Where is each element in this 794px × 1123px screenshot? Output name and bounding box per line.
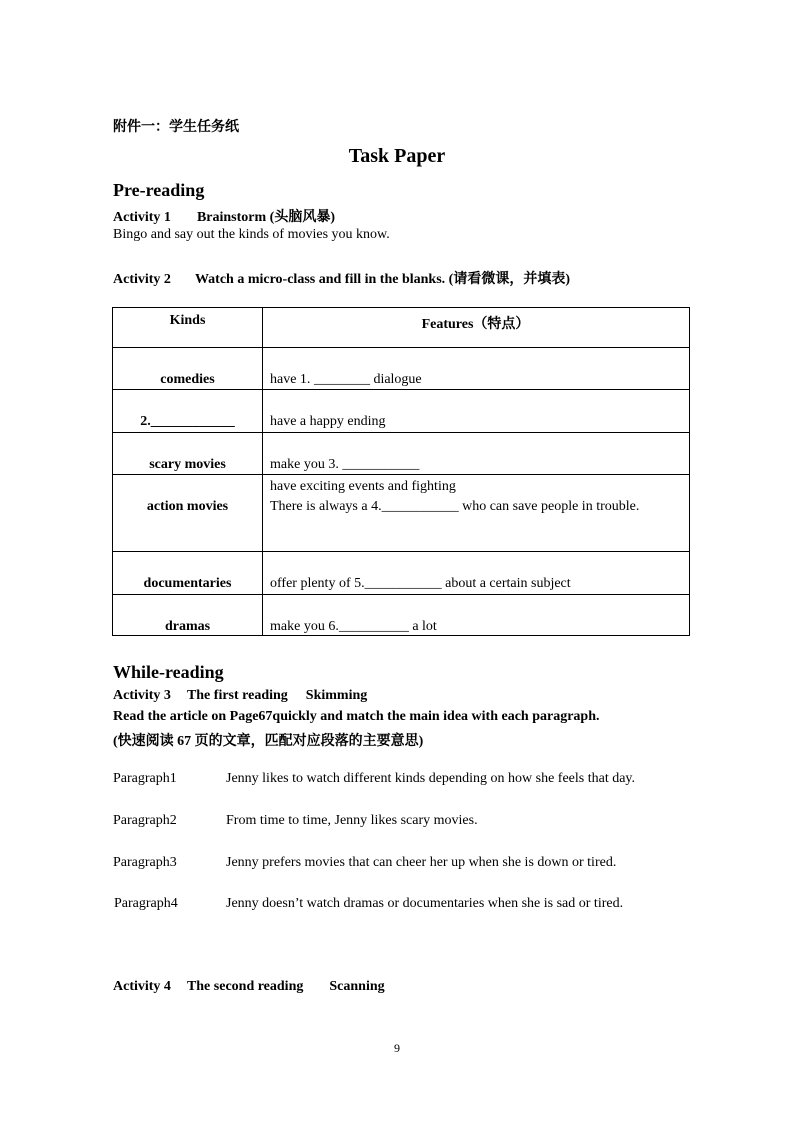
activity1-line: [113, 206, 335, 226]
table-cell-kind: 2.____________: [140, 414, 235, 429]
activity3-instruction-en: Read the article on Page67quickly and match the main idea with each paragraph.: [113, 709, 600, 724]
activity3-instruction-cn: (快速阅读 67 页的文章，匹配对应段落的主要意思): [113, 734, 424, 749]
table-row-divider: [113, 389, 689, 390]
table-header-kinds: Kinds: [169, 313, 206, 328]
fill-blank-6: __________: [338, 619, 409, 634]
table-header-features: Features（特点）: [421, 317, 530, 332]
table-cell-feature: [270, 619, 437, 635]
activity2-label: Activity 2: [113, 272, 171, 287]
paragraph-main-idea: Jenny prefers movies that can cheer her up when she is down or tired.: [226, 855, 617, 870]
fill-blank-3: ___________: [342, 457, 420, 472]
table-cell-feature: [270, 499, 639, 515]
paragraph-main-idea: From time to time, Jenny likes scary movies.: [226, 813, 478, 828]
table-cell-feature-line1: have exciting events and fighting: [270, 479, 456, 494]
feature-text: There is always a 4.: [270, 499, 382, 514]
activity2-line: [113, 268, 570, 288]
while-reading-heading: While-reading: [113, 662, 224, 682]
activity4-line: [113, 979, 385, 995]
paragraph-main-idea: Jenny likes to watch different kinds depending on how she feels that day.: [226, 771, 636, 786]
table-cell-kind: documentaries: [143, 576, 232, 591]
activity4-label: Activity 4: [113, 979, 171, 994]
fill-blank-5: ___________: [364, 576, 442, 591]
feature-text: about a certain subject: [441, 576, 571, 591]
activity3-label: Activity 3: [113, 688, 171, 703]
movie-kinds-table: [112, 307, 690, 636]
activity1-instruction: Bingo and say out the kinds of movies you know.: [113, 227, 390, 242]
paragraph-main-idea: Jenny doesn’t watch dramas or documentaries when she is sad or tired.: [226, 896, 624, 911]
activity3-method: Skimming: [305, 688, 368, 703]
table-row-divider: [113, 551, 689, 552]
paragraph-label: Paragraph4: [114, 896, 178, 911]
table-cell-kind: scary movies: [149, 457, 226, 472]
table-row-divider: [113, 474, 689, 475]
fill-blank-1: ________: [313, 372, 370, 387]
table-column-divider: [262, 308, 263, 635]
feature-text: offer plenty of 5.: [270, 576, 365, 591]
feature-text: make you 6.: [270, 619, 339, 634]
feature-text: have a happy ending: [270, 414, 386, 429]
table-cell-feature: [270, 372, 422, 388]
feature-text: dialogue: [369, 372, 422, 387]
table-row-divider: [113, 594, 689, 595]
page-number: 9: [394, 1041, 400, 1055]
activity3-line: [113, 688, 367, 704]
table-cell-feature: [270, 576, 571, 592]
fill-blank-4: ___________: [381, 499, 459, 514]
table-row-divider: [113, 347, 689, 348]
table-cell-feature: [270, 414, 385, 430]
feature-text: who can save people in trouble.: [458, 499, 640, 514]
feature-text: a lot: [408, 619, 437, 634]
activity4-name: The second reading: [186, 979, 304, 994]
table-cell-kind: comedies: [160, 372, 215, 387]
pre-reading-heading: Pre-reading: [113, 180, 205, 200]
table-cell-feature: [270, 457, 419, 473]
paragraph-label: Paragraph3: [113, 855, 177, 870]
paragraph-label: Paragraph1: [113, 771, 177, 786]
feature-text: have 1.: [270, 372, 314, 387]
activity1-label: Activity 1: [113, 210, 171, 225]
activity2-name: Watch a micro-class and fill in the blanks. (请看微课，并填表): [194, 272, 570, 287]
paragraph-label: Paragraph2: [113, 813, 177, 828]
activity3-name: The first reading: [186, 688, 288, 703]
attachment-label: 附件一：学生任务纸: [113, 120, 239, 135]
page-title: Task Paper: [348, 145, 446, 167]
table-cell-kind: dramas: [164, 619, 211, 634]
feature-text: make you 3.: [270, 457, 343, 472]
table-row-divider: [113, 432, 689, 433]
activity4-method: Scanning: [329, 979, 385, 994]
activity1-name: Brainstorm (头脑风暴): [196, 210, 335, 225]
table-cell-kind: action movies: [146, 499, 229, 514]
